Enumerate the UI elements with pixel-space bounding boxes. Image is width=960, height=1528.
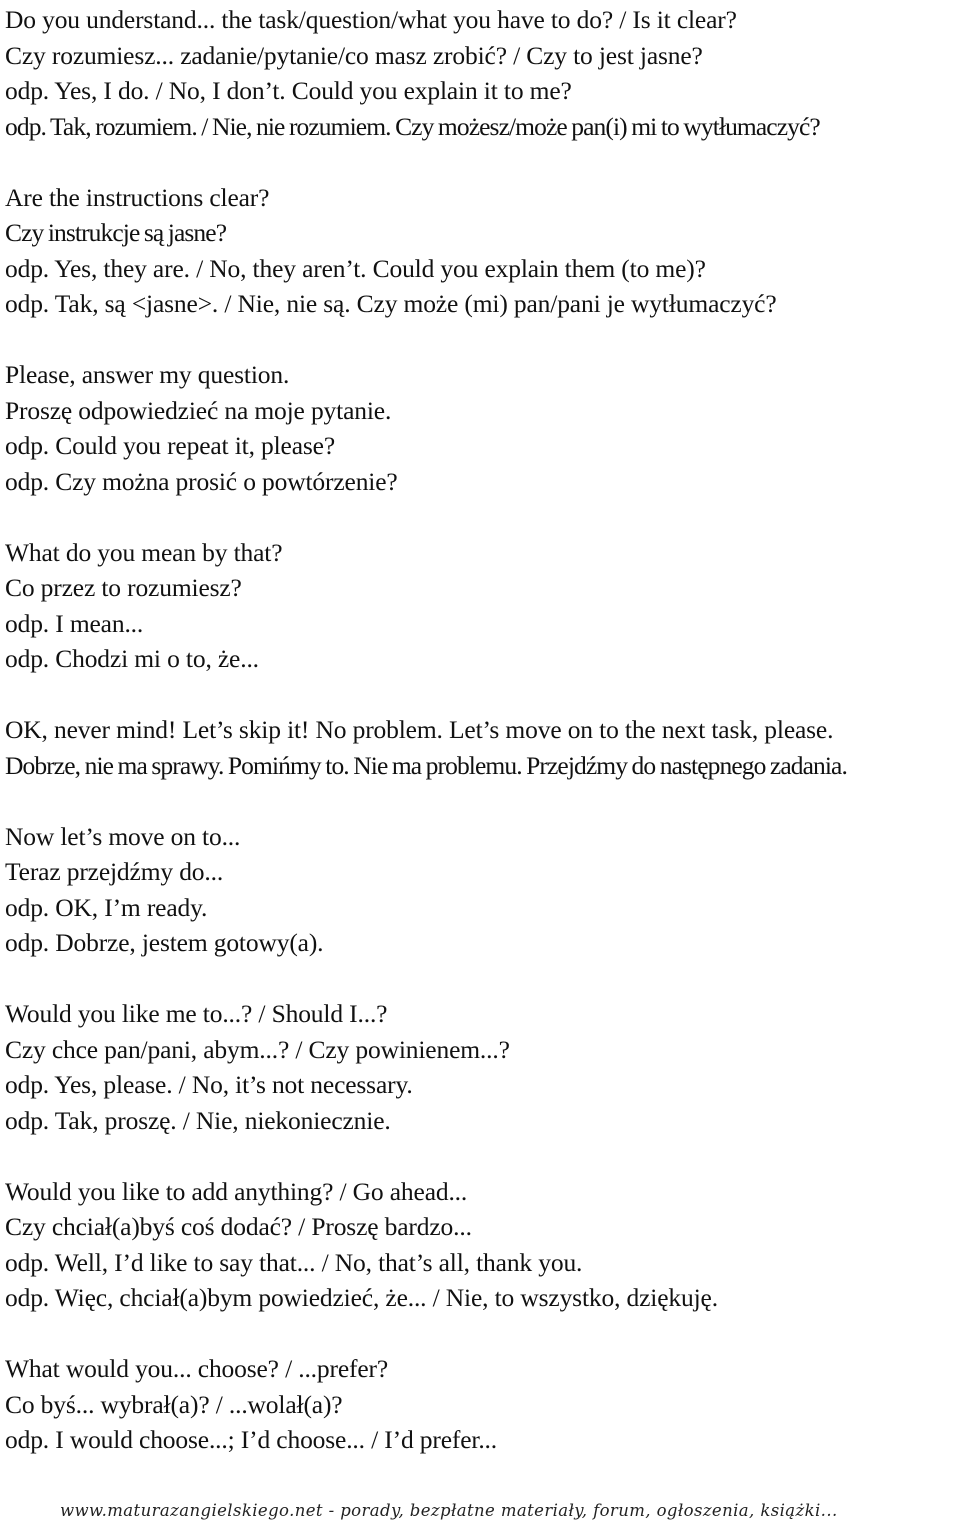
phrase-line-answer-english: odp. Could you repeat it, please?	[5, 431, 335, 460]
phrase-block-choose	[5, 1351, 957, 1458]
phrase-line-polish: Co przez to rozumiesz?	[5, 573, 242, 602]
phrase-line-answer-english: odp. Yes, please. / No, it’s not necessary.	[5, 1070, 413, 1099]
document-page	[5, 2, 957, 1493]
phrase-line-answer-english: odp. Well, I’d like to say that... / No, that’s all, thank you.	[5, 1247, 583, 1277]
phrase-line-polish: Co byś... wybrał(a)? / ...wolał(a)?	[5, 1389, 343, 1419]
phrase-line-answer-polish: odp. Tak, rozumiem. / Nie, nie rozumiem. Czy możesz/może pan(i) mi to wytłumaczyć?	[5, 111, 820, 141]
phrase-line-polish: Czy chce pan/pani, abym...? / Czy powinienem...?	[5, 1034, 510, 1064]
phrase-line-polish: Czy instrukcje są jasne?	[5, 218, 227, 247]
phrase-line-answer-polish: odp. Dobrze, jestem gotowy(a).	[5, 928, 324, 957]
phrase-line-english: Would you like me to...? / Should I...?	[5, 999, 388, 1028]
phrase-block-never-mind	[5, 712, 957, 783]
phrase-line-english: What would you... choose? / ...prefer?	[5, 1354, 389, 1383]
phrase-line-answer-english: odp. I mean...	[5, 608, 144, 638]
phrase-block-understand	[5, 2, 957, 144]
phrase-block-move-on	[5, 819, 957, 961]
phrase-block-instructions	[5, 180, 957, 322]
phrase-block-would-you-like	[5, 996, 957, 1138]
phrase-line-polish: Czy rozumiesz... zadanie/pytanie/co masz zrobić? / Czy to jest jasne?	[5, 40, 703, 70]
phrase-line-answer-polish: odp. Więc, chciał(a)bym powiedzieć, że... / Nie, to wszystko, dziękuję.	[5, 1283, 718, 1312]
phrase-line-english: What do you mean by that?	[5, 537, 283, 567]
phrase-line-polish: Proszę odpowiedzieć na moje pytanie.	[5, 395, 392, 425]
phrase-line-english: Are the instructions clear?	[5, 182, 270, 212]
phrase-line-answer-polish: odp. Tak, proszę. / Nie, niekoniecznie.	[5, 1105, 391, 1135]
phrase-line-answer-polish: odp. Chodzi mi o to, że...	[5, 644, 259, 673]
phrase-line-english: OK, never mind! Let’s skip it! No problem. Let’s move on to the next task, please.	[5, 715, 834, 744]
phrase-line-answer-english: odp. Yes, I do. / No, I don’t. Could you explain it to me?	[5, 76, 572, 105]
phrase-line-english: Please, answer my question.	[5, 360, 290, 389]
phrase-line-polish: Teraz przejdźmy do...	[5, 857, 224, 886]
phrase-line-polish: Czy chciał(a)byś coś dodać? / Proszę bardzo...	[5, 1212, 472, 1241]
footer-website-link[interactable]: www.maturazangielskiego.net - porady, bezpłatne materiały, forum, ogłoszenia, książki...	[60, 1501, 838, 1520]
phrase-block-mean	[5, 535, 957, 677]
phrase-line-english: Would you like to add anything? / Go ahead...	[5, 1176, 468, 1206]
phrase-line-answer-polish: odp. Tak, są <jasne>. / Nie, nie są. Czy może (mi) pan/pani je wytłumaczyć?	[5, 289, 777, 318]
phrase-line-answer-english: odp. Yes, they are. / No, they aren’t. Could you explain them (to me)?	[5, 253, 706, 283]
phrase-line-answer-english: odp. I would choose...; I’d choose... / I’d prefer...	[5, 1425, 498, 1454]
phrase-line-answer-polish: odp. Czy można prosić o powtórzenie?	[5, 466, 398, 496]
phrase-line-english: Now let’s move on to...	[5, 821, 241, 851]
phrase-block-answer-question	[5, 357, 957, 499]
phrase-line-polish: Dobrze, nie ma sprawy. Pomińmy to. Nie ma problemu. Przejdźmy do następnego zadania.	[5, 750, 847, 780]
phrase-block-add-anything	[5, 1174, 957, 1316]
phrase-line-english: Do you understand... the task/question/what you have to do? / Is it clear?	[5, 5, 737, 34]
phrase-line-answer-english: odp. OK, I’m ready.	[5, 892, 208, 922]
